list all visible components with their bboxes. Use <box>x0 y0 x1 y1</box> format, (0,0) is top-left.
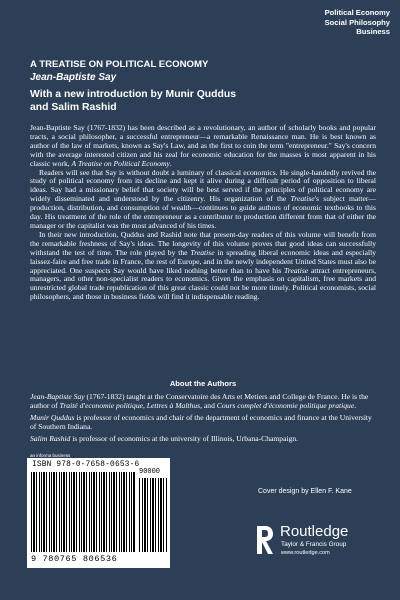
category-business: Business <box>356 27 390 37</box>
category-social-philosophy: Social Philosophy <box>324 17 390 27</box>
category-political-economy: Political Economy <box>324 8 390 17</box>
cover-design-credit: Cover design by Ellen F. Kane <box>258 488 352 495</box>
isbn-text: ISBN 978-0-7658-0653-6 <box>32 461 140 469</box>
intro-line-2: and Salim Rashid <box>30 102 117 113</box>
publisher-url: www.routledge.com <box>281 550 330 556</box>
barcode <box>27 458 170 568</box>
introduction-credit <box>30 88 380 114</box>
about-quddus: Munir Quddus is professor of economics and chair of the department of economics and finance at the University of Southern Indiana. <box>30 412 372 431</box>
intro-line-1: With a new introduction by Munir Quddus <box>30 89 236 100</box>
barcode-addon-bars <box>139 478 167 552</box>
publisher-logo <box>254 524 384 564</box>
about-heading: About the Authors <box>169 379 237 388</box>
ean-number: 9 780765 806536 <box>31 554 118 564</box>
blurb-text <box>30 124 376 302</box>
publisher-group: Taylor & Francis Group <box>281 541 347 548</box>
publisher-name: Routledge <box>280 523 349 540</box>
blurb-paragraph-1: Jean-Baptiste Say (1767-1832) has been described as a revolutionary, an author of scholarly books and popular tracts, a social philosopher, a successful entrepreneur—a remarkable Renaissance man. He is best known as author of the law of markets, known as Say's Law, and as the first to coin the term "entrepreneur." Say's concern with the average interested citizen and his zeal for economic education for the masses is most apparent in his classic work, A Treatise on Political Economy. <box>30 123 376 168</box>
book-author: Jean-Baptiste Say <box>30 72 117 83</box>
barcode-bars <box>31 472 135 552</box>
informa-note: an informa business <box>30 453 71 458</box>
about-rashid: Salim Rashid is professor of economics at the university of Illinois, Urbana-Champaign. <box>30 433 299 443</box>
category-labels <box>325 8 390 37</box>
about-the-authors <box>30 380 376 446</box>
book-header <box>30 59 380 114</box>
book-title: A TREATISE ON POLITICAL ECONOMY <box>30 59 209 70</box>
about-say: Jean-Baptiste Say (1767-1832) taught at the Conservatoire des Arts et Metiers and College de France. He is the author of Traité d'economie politique, Lettres à Malthus, and Cours complet d'économie politique pratique. <box>30 391 369 410</box>
blurb-paragraph-3: In their new introduction, Quddus and Rashid note that present-day readers of this volume will benefit from the remarkable freshness of Say's ideas. The longevity of this volume proves that good ideas can successfully withstand the test of time. The role played by the Treatise in spreading liberal economic ideas and especially laissez-faire and free trade in France, the rest of Europe, and in the newly independent United States must also be appreciated. One suspects Say would have liked nothing better than to have his Treatise attract entrepreneurs, managers, and other non-specialist readers to economics. Given the emphasis on capitalism, free markets and unrestricted global trade republication of this great classic could not be more timely. Political economists, social philosophers, and those in business fields will find it indispensable reading. <box>30 229 376 302</box>
blurb-paragraph-2: Readers will see that Say is without doubt a luminary of classical economics. He single-handedly revived the study of political economy from its decline and kept it alive during a difficult period of opposition to liberal ideas. Say had a missionary belief that society will be best served if the principles of political economy are widely disseminated and understood by the citizenry. His organization of the Treatise's subject matter—production, distribution, and consumption of wealth—continues to guide authors of economic textbooks to this day. His treatment of the role of the entrepreneur as a contributor to production different from that of either the manager or the capitalist was the most advanced of his times. <box>30 167 376 230</box>
routledge-logo-icon <box>254 524 276 556</box>
barcode-addon-number: 90000 <box>139 468 161 476</box>
